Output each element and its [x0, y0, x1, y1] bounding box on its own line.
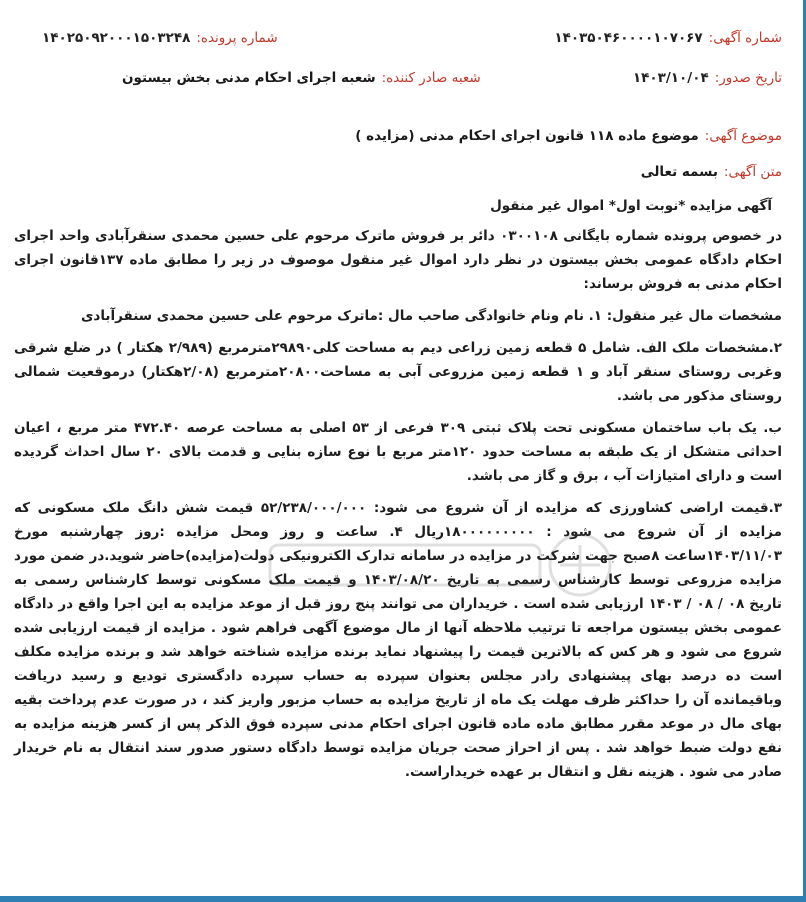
notice-number-field — [554, 30, 782, 46]
text-label: متن آگهی: — [723, 164, 782, 180]
body-paragraph-2: مشخصات مال غیر منقول: ۱. نام ونام خانوادگی صاحب مال :ماترک مرحوم علی حسین محمدی سنقرآبادی — [81, 308, 782, 324]
body-paragraph-1: در خصوص پرونده شماره بایگانی ۰۳۰۰۱۰۸ دائر بر فروش ماترک مرحوم علی حسین محمدی سنقرآبادی واحد اجرای احکام دادگاه عمومی بخش بیستون در نظر دارد اموال غیر منقول موصوف در زیر را مطابق ماده ۱۳۷قانون اجرای احکام مدنی به فروش برساند: — [14, 228, 782, 292]
notice-body — [14, 194, 782, 784]
body-paragraph-3: ۲.مشخصات ملک الف. شامل ۵ قطعه زمین زراعی دیم به مساحت کلی۲۹۸۹۰مترمربع (۲/۹۸۹ هکتار ) در ضلع شرقی وغربی روستای سنقر آباد و ۱ قطعه زمین مزروعی آبی به مساحت۲۰۸۰۰مترمربع (۲/۰۸هکتار) درموقعیت شمالی روستای مذکور می باشد. — [14, 340, 783, 404]
issue-date-field — [633, 70, 782, 86]
issuer: شعبه اجرای احکام مدنی بخش بیستون — [122, 70, 376, 86]
case-number-label: شماره پرونده: — [196, 30, 278, 46]
notice-number-label: شماره آگهی: — [708, 30, 782, 46]
issue-date: ۱۴۰۳/۱۰/۰۴ — [632, 70, 709, 86]
issuer-label: شعبه صادر کننده: — [381, 70, 481, 86]
subject-value: موضوع ماده ۱۱۸ قانون اجرای احکام مدنی (مزایده ) — [355, 128, 699, 144]
text-intro-value: بسمه تعالی — [640, 164, 718, 180]
header-row-1 — [14, 30, 782, 70]
subject-row — [14, 128, 782, 144]
body-heading: آگهی مزایده *نوبت اول* اموال غیر منقول — [490, 198, 772, 214]
body-paragraph-5: ۳.قیمت اراضی کشاورزی که مزایده از آن شروع می شود: ۵۲/۲۳۸/۰۰۰/۰۰۰ قیمت شش دانگ ملک مسکونی که مزایده از آن شروع می شود : ۱۸۰۰۰۰۰۰۰۰۰ریال ۴. ساعت و روز ومحل مزایده :روز چهارشنبه مورخ ۱۴۰۳/۱۱/۰۳ساعت ۸صبح جهت شرکت در مزایده در سامانه تدارک الکترونیکی دولت(مزایده)حاضر شوید.در ضمن مورد مزایده مزروعی توسط کارشناس رسمی به تاریخ ۱۴۰۳/۰۸/۲۰ و قیمت ملک مسکونی توسط کارشناس رسمی به تاریخ ۰۸ / ۰۸ / ۱۴۰۳ ارزیابی شده است . خریداران می توانند پنج روز قبل از موعد مزایده به این اجرا واقع در دادگاه عمومی بخش بیستون مراجعه تا ترتیب ملاحظه آنها از مال موضوع آگهی فراهم شود . مزایده از قیمت ارزیابی شده شروع می شود و هر کس که بالاترین قیمت را پیشنهاد نماید برنده مزایده شناخته خواهد شد و برنده مزایده مکلف است ده درصد بهای پیشنهادی رادر مجلس بعنوان سپرده به حساب سپرده دادگستری تودیع و رسید دریافت وباقیمانده آن را حداکثر ظرف مهلت یک ماه از تاریخ مزایده به حساب مزبور واریز کند ، در صورت عدم پرداخت بقیه بهای مال در موعد مقرر مطابق ماده ماده قانون اجرای احکام مدنی سپرده فوق الذکر پس از کسر هزینه مزایده به نفع دولت ضبط خواهد شد . پس از احراز صحت جریان مزایده توسط دادگاه دستور صدور سند انتقال به نام خریدار صادر می شود . هزینه نقل و انتقال بر عهده خریداراست. — [14, 500, 782, 780]
notice-number: ۱۴۰۳۵۰۴۶۰۰۰۰۱۰۷۰۶۷ — [554, 30, 703, 46]
subject-label: موضوع آگهی: — [704, 128, 782, 144]
text-intro-row — [14, 164, 782, 180]
body-paragraph-4: ب. یک باب ساختمان مسکونی تحت پلاک ثبتی ۳۰۹ فرعی از ۵۳ اصلی به مساحت عرصه ۴۷۲.۴۰ متر مربع ، اعیان احداثی متشکل از یک طبقه به مساحت حدود ۱۲۰متر مربع با نوع سازه بنایی و قدمت بالای ۲۰ سال احداث گردیده است و دارای امتیازات آب ، برق و گاز می باشد. — [14, 420, 782, 484]
issuer-field — [122, 70, 481, 86]
case-number: ۱۴۰۲۵۰۹۲۰۰۰۱۵۰۳۲۴۸ — [42, 30, 191, 46]
issue-date-label: تاریخ صدور: — [714, 70, 782, 86]
header-row-2 — [14, 70, 782, 116]
case-number-field — [42, 30, 278, 46]
